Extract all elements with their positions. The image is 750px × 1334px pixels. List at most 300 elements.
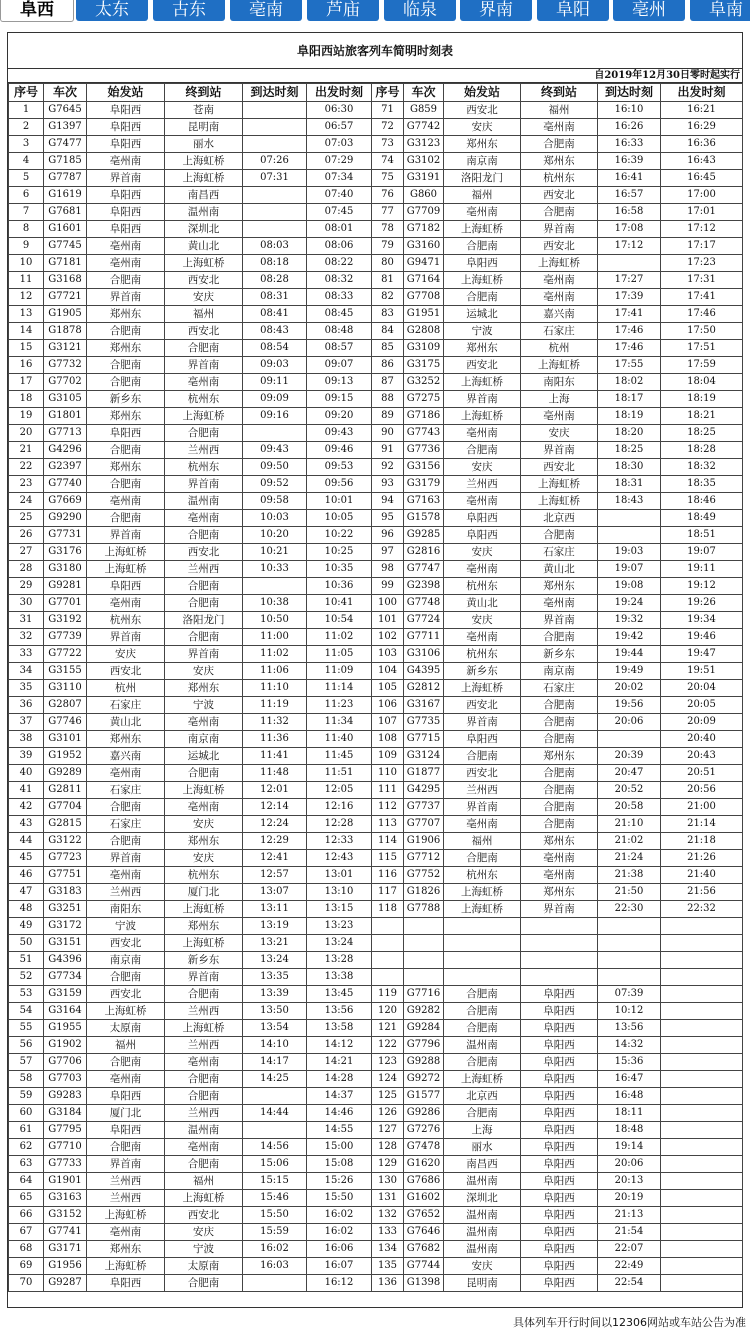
destination-cell: 界首南 — [521, 901, 598, 918]
arrival-time-cell: 12:57 — [243, 867, 307, 884]
station-tab[interactable]: 阜西 — [0, 0, 74, 22]
effective-date-bar — [8, 69, 742, 83]
destination-cell: 阜阳西 — [521, 986, 598, 1003]
origin-cell: 温州南 — [444, 1224, 521, 1241]
train-no-cell — [404, 918, 444, 935]
destination-cell: 合肥南 — [521, 527, 598, 544]
seq-cell: 64 — [9, 1173, 44, 1190]
destination-cell: 安庆 — [165, 816, 243, 833]
destination-cell: 上海虹桥 — [165, 1190, 243, 1207]
origin-cell: 阜阳西 — [87, 1122, 165, 1139]
destination-cell: 上海虹桥 — [165, 170, 243, 187]
table-row — [9, 527, 743, 544]
arrival-time-cell: 10:21 — [243, 544, 307, 561]
origin-cell: 上海虹桥 — [444, 1071, 521, 1088]
timetable — [8, 83, 743, 1292]
arrival-time-cell: 10:12 — [598, 1003, 661, 1020]
arrival-time-cell — [243, 119, 307, 136]
arrival-time-cell: 11:06 — [243, 663, 307, 680]
table-row — [9, 221, 743, 238]
destination-cell: 阜阳西 — [521, 1122, 598, 1139]
arrival-time-cell: 13:35 — [243, 969, 307, 986]
destination-cell: 亳州南 — [165, 374, 243, 391]
destination-cell: 阜阳西 — [521, 1224, 598, 1241]
seq-cell: 132 — [372, 1207, 404, 1224]
departure-time-cell: 19:51 — [661, 663, 743, 680]
destination-cell: 杭州东 — [165, 391, 243, 408]
table-row — [9, 714, 743, 731]
seq-cell — [372, 952, 404, 969]
table-row — [9, 136, 743, 153]
destination-cell: 上海虹桥 — [521, 255, 598, 272]
table-row — [9, 935, 743, 952]
station-tab[interactable]: 太东 — [76, 0, 148, 21]
departure-time-cell: 12:43 — [307, 850, 372, 867]
departure-time-cell: 21:18 — [661, 833, 743, 850]
station-tab[interactable]: 阜南 — [690, 0, 750, 21]
origin-cell: 兰州西 — [87, 884, 165, 901]
train-no-cell: G9282 — [404, 1003, 444, 1020]
origin-cell: 上海虹桥 — [87, 1258, 165, 1275]
arrival-time-cell: 14:32 — [598, 1037, 661, 1054]
origin-cell: 上海虹桥 — [444, 272, 521, 289]
origin-cell: 石家庄 — [87, 782, 165, 799]
train-no-cell: G3101 — [44, 731, 87, 748]
destination-cell: 郑州东 — [521, 748, 598, 765]
seq-cell: 68 — [9, 1241, 44, 1258]
arrival-time-cell: 09:52 — [243, 476, 307, 493]
origin-cell: 兰州西 — [444, 476, 521, 493]
table-row — [9, 119, 743, 136]
destination-cell: 郑州东 — [165, 918, 243, 935]
departure-time-cell — [661, 1156, 743, 1173]
origin-cell: 阜阳西 — [444, 255, 521, 272]
departure-time-cell: 16:45 — [661, 170, 743, 187]
origin-cell: 运城北 — [444, 306, 521, 323]
origin-cell: 亳州南 — [444, 493, 521, 510]
departure-time-cell: 16:29 — [661, 119, 743, 136]
arrival-time-cell: 16:33 — [598, 136, 661, 153]
origin-cell: 杭州 — [87, 680, 165, 697]
departure-time-cell: 21:14 — [661, 816, 743, 833]
train-no-cell: G7669 — [44, 493, 87, 510]
seq-cell: 11 — [9, 272, 44, 289]
arrival-time-cell: 16:02 — [243, 1241, 307, 1258]
departure-time-cell: 14:37 — [307, 1088, 372, 1105]
departure-time-cell: 06:30 — [307, 102, 372, 119]
seq-cell: 124 — [372, 1071, 404, 1088]
seq-cell: 107 — [372, 714, 404, 731]
table-row — [9, 595, 743, 612]
origin-cell: 界首南 — [87, 850, 165, 867]
destination-cell: 界首南 — [165, 476, 243, 493]
departure-time-cell: 16:06 — [307, 1241, 372, 1258]
table-row — [9, 374, 743, 391]
departure-time-cell: 08:45 — [307, 306, 372, 323]
station-tab[interactable]: 界南 — [460, 0, 532, 21]
arrival-time-cell: 21:13 — [598, 1207, 661, 1224]
departure-time-cell: 20:51 — [661, 765, 743, 782]
destination-cell: 界首南 — [165, 969, 243, 986]
departure-time-cell: 19:11 — [661, 561, 743, 578]
train-no-cell: G7704 — [44, 799, 87, 816]
arrival-time-cell: 16:57 — [598, 187, 661, 204]
train-no-cell: G1901 — [44, 1173, 87, 1190]
seq-cell: 133 — [372, 1224, 404, 1241]
train-no-cell: G3167 — [404, 697, 444, 714]
train-no-cell: G1398 — [404, 1275, 444, 1292]
origin-cell: 合肥南 — [87, 272, 165, 289]
seq-cell: 82 — [372, 289, 404, 306]
table-row — [9, 187, 743, 204]
seq-cell: 59 — [9, 1088, 44, 1105]
origin-cell: 南阳东 — [87, 901, 165, 918]
departure-time-cell: 19:46 — [661, 629, 743, 646]
departure-time-cell: 09:53 — [307, 459, 372, 476]
train-no-cell: G7711 — [404, 629, 444, 646]
departure-time-cell: 11:45 — [307, 748, 372, 765]
departure-time-cell: 11:34 — [307, 714, 372, 731]
seq-cell: 136 — [372, 1275, 404, 1292]
departure-time-cell — [661, 1003, 743, 1020]
train-no-cell: G7708 — [404, 289, 444, 306]
destination-cell: 合肥南 — [165, 1088, 243, 1105]
seq-cell: 72 — [372, 119, 404, 136]
origin-cell: 石家庄 — [87, 697, 165, 714]
arrival-time-cell: 16:48 — [598, 1088, 661, 1105]
train-no-cell: G9281 — [44, 578, 87, 595]
arrival-time-cell: 20:58 — [598, 799, 661, 816]
seq-cell: 98 — [372, 561, 404, 578]
train-no-cell: G2811 — [44, 782, 87, 799]
destination-cell: 亳州南 — [521, 867, 598, 884]
seq-cell: 79 — [372, 238, 404, 255]
seq-cell: 65 — [9, 1190, 44, 1207]
seq-cell: 13 — [9, 306, 44, 323]
origin-cell: 合肥南 — [87, 374, 165, 391]
arrival-time-cell: 17:46 — [598, 323, 661, 340]
arrival-time-cell: 18:25 — [598, 442, 661, 459]
arrival-time-cell — [598, 255, 661, 272]
table-row — [9, 986, 743, 1003]
destination-cell: 宁波 — [165, 1241, 243, 1258]
seq-cell: 70 — [9, 1275, 44, 1292]
train-no-cell: G7186 — [404, 408, 444, 425]
table-row — [9, 697, 743, 714]
seq-cell: 22 — [9, 459, 44, 476]
arrival-time-cell — [243, 204, 307, 221]
train-no-cell: G7712 — [404, 850, 444, 867]
seq-cell: 21 — [9, 442, 44, 459]
destination-cell: 安庆 — [165, 1224, 243, 1241]
origin-cell: 上海虹桥 — [444, 901, 521, 918]
departure-time-cell: 10:54 — [307, 612, 372, 629]
train-no-cell: G3184 — [44, 1105, 87, 1122]
departure-time-cell: 16:36 — [661, 136, 743, 153]
arrival-time-cell: 15:59 — [243, 1224, 307, 1241]
destination-cell: 石家庄 — [521, 544, 598, 561]
seq-cell: 41 — [9, 782, 44, 799]
seq-cell: 28 — [9, 561, 44, 578]
train-no-cell: G7741 — [44, 1224, 87, 1241]
destination-cell: 阜阳西 — [521, 1156, 598, 1173]
origin-cell: 郑州东 — [444, 136, 521, 153]
station-tab[interactable]: 阜阳 — [537, 0, 609, 21]
departure-time-cell: 11:40 — [307, 731, 372, 748]
arrival-time-cell: 13:19 — [243, 918, 307, 935]
departure-time-cell: 08:33 — [307, 289, 372, 306]
origin-cell: 上海虹桥 — [444, 221, 521, 238]
train-no-cell: G7185 — [44, 153, 87, 170]
destination-cell: 郑州东 — [165, 680, 243, 697]
departure-time-cell: 12:33 — [307, 833, 372, 850]
departure-time-cell: 11:05 — [307, 646, 372, 663]
origin-cell: 合肥南 — [444, 442, 521, 459]
seq-cell: 77 — [372, 204, 404, 221]
train-no-cell: G9287 — [44, 1275, 87, 1292]
origin-cell: 郑州东 — [87, 459, 165, 476]
table-row — [9, 459, 743, 476]
destination-cell: 上海 — [521, 391, 598, 408]
train-no-cell: G9289 — [44, 765, 87, 782]
arrival-time-cell — [598, 935, 661, 952]
origin-cell: 上海虹桥 — [444, 374, 521, 391]
departure-time-cell: 18:51 — [661, 527, 743, 544]
arrival-time-cell: 10:03 — [243, 510, 307, 527]
train-no-cell: G3159 — [44, 986, 87, 1003]
arrival-time-cell: 09:11 — [243, 374, 307, 391]
table-row — [9, 799, 743, 816]
arrival-time-cell: 12:41 — [243, 850, 307, 867]
departure-time-cell: 06:57 — [307, 119, 372, 136]
table-header-row — [9, 84, 743, 102]
destination-cell: 阜阳西 — [521, 1071, 598, 1088]
seq-cell: 99 — [372, 578, 404, 595]
seq-cell: 129 — [372, 1156, 404, 1173]
arrival-time-cell: 08:03 — [243, 238, 307, 255]
arrival-time-cell: 13:21 — [243, 935, 307, 952]
origin-cell: 阜阳西 — [444, 527, 521, 544]
destination-cell: 新乡东 — [165, 952, 243, 969]
destination-cell: 阜阳西 — [521, 1020, 598, 1037]
train-no-cell: G3155 — [44, 663, 87, 680]
table-row — [9, 1207, 743, 1224]
departure-time-cell: 10:25 — [307, 544, 372, 561]
origin-cell: 合肥南 — [444, 748, 521, 765]
origin-cell: 亳州南 — [444, 629, 521, 646]
departure-time-cell — [661, 952, 743, 969]
origin-cell: 亳州南 — [87, 765, 165, 782]
train-no-cell: G7787 — [44, 170, 87, 187]
origin-cell: 合肥南 — [87, 799, 165, 816]
column-header: 序号 — [9, 84, 44, 102]
station-tab[interactable]: 芦庙 — [307, 0, 379, 21]
departure-time-cell: 17:17 — [661, 238, 743, 255]
destination-cell: 阜阳西 — [521, 1207, 598, 1224]
arrival-time-cell: 15:46 — [243, 1190, 307, 1207]
table-row — [9, 340, 743, 357]
arrival-time-cell — [598, 918, 661, 935]
seq-cell: 46 — [9, 867, 44, 884]
destination-cell: 合肥南 — [165, 340, 243, 357]
seq-cell: 48 — [9, 901, 44, 918]
arrival-time-cell: 19:08 — [598, 578, 661, 595]
train-no-cell: G7739 — [44, 629, 87, 646]
departure-time-cell: 20:43 — [661, 748, 743, 765]
origin-cell: 亳州南 — [444, 561, 521, 578]
table-row — [9, 357, 743, 374]
destination-cell: 界首南 — [521, 442, 598, 459]
train-no-cell: G3176 — [44, 544, 87, 561]
footer-note: 具体列车开行时间以12306网站或车站公告为准 — [513, 1316, 746, 1329]
destination-cell: 温州南 — [165, 1122, 243, 1139]
destination-cell: 合肥南 — [521, 765, 598, 782]
seq-cell: 44 — [9, 833, 44, 850]
destination-cell: 福州 — [165, 306, 243, 323]
origin-cell: 郑州东 — [87, 1241, 165, 1258]
train-no-cell: G2815 — [44, 816, 87, 833]
table-row — [9, 850, 743, 867]
table-row — [9, 918, 743, 935]
origin-cell: 上海虹桥 — [444, 680, 521, 697]
destination-cell: 兰州西 — [165, 442, 243, 459]
origin-cell: 西安北 — [87, 935, 165, 952]
destination-cell: 福州 — [521, 102, 598, 119]
origin-cell: 温州南 — [444, 1241, 521, 1258]
train-no-cell — [404, 952, 444, 969]
train-no-cell: G9285 — [404, 527, 444, 544]
origin-cell: 西安北 — [444, 697, 521, 714]
origin-cell: 合肥南 — [87, 357, 165, 374]
table-row — [9, 102, 743, 119]
departure-time-cell: 07:03 — [307, 136, 372, 153]
seq-cell: 58 — [9, 1071, 44, 1088]
departure-time-cell — [661, 1139, 743, 1156]
seq-cell: 120 — [372, 1003, 404, 1020]
departure-time-cell — [661, 1088, 743, 1105]
train-no-cell: G9284 — [404, 1020, 444, 1037]
arrival-time-cell: 20:06 — [598, 714, 661, 731]
departure-time-cell — [661, 1224, 743, 1241]
seq-cell: 80 — [372, 255, 404, 272]
departure-time-cell: 08:48 — [307, 323, 372, 340]
seq-cell: 122 — [372, 1037, 404, 1054]
train-no-cell: G4296 — [44, 442, 87, 459]
arrival-time-cell: 22:30 — [598, 901, 661, 918]
departure-time-cell — [661, 1173, 743, 1190]
train-no-cell: G3152 — [44, 1207, 87, 1224]
origin-cell: 黄山北 — [87, 714, 165, 731]
station-tab[interactable]: 亳南 — [230, 0, 302, 21]
arrival-time-cell: 20:39 — [598, 748, 661, 765]
departure-time-cell: 08:22 — [307, 255, 372, 272]
destination-cell: 阜阳西 — [521, 1275, 598, 1292]
destination-cell: 杭州东 — [521, 170, 598, 187]
arrival-time-cell: 14:10 — [243, 1037, 307, 1054]
station-tab[interactable]: 古东 — [153, 0, 225, 21]
destination-cell: 上海虹桥 — [165, 408, 243, 425]
table-row — [9, 663, 743, 680]
departure-time-cell: 17:51 — [661, 340, 743, 357]
departure-time-cell: 14:12 — [307, 1037, 372, 1054]
train-no-cell: G7181 — [44, 255, 87, 272]
table-row — [9, 1190, 743, 1207]
arrival-time-cell — [598, 510, 661, 527]
table-row — [9, 476, 743, 493]
departure-time-cell: 21:00 — [661, 799, 743, 816]
origin-cell: 合肥南 — [444, 1105, 521, 1122]
seq-cell: 83 — [372, 306, 404, 323]
column-header: 车次 — [44, 84, 87, 102]
table-row — [9, 153, 743, 170]
train-no-cell: G7163 — [404, 493, 444, 510]
origin-cell: 杭州东 — [444, 646, 521, 663]
origin-cell: 厦门北 — [87, 1105, 165, 1122]
train-no-cell: G9286 — [404, 1105, 444, 1122]
arrival-time-cell: 10:50 — [243, 612, 307, 629]
departure-time-cell — [661, 1190, 743, 1207]
seq-cell: 43 — [9, 816, 44, 833]
destination-cell: 阜阳西 — [521, 1054, 598, 1071]
departure-time-cell: 10:01 — [307, 493, 372, 510]
seq-cell: 67 — [9, 1224, 44, 1241]
train-no-cell: G7652 — [404, 1207, 444, 1224]
train-no-cell: G7748 — [404, 595, 444, 612]
destination-cell: 南京南 — [165, 731, 243, 748]
seq-cell: 27 — [9, 544, 44, 561]
station-tab[interactable]: 亳州 — [613, 0, 685, 21]
destination-cell: 合肥南 — [521, 697, 598, 714]
station-tab-bar — [0, 0, 750, 22]
arrival-time-cell: 09:03 — [243, 357, 307, 374]
arrival-time-cell: 08:18 — [243, 255, 307, 272]
destination-cell: 温州南 — [165, 493, 243, 510]
origin-cell: 合肥南 — [87, 323, 165, 340]
origin-cell: 上海虹桥 — [444, 884, 521, 901]
destination-cell: 界首南 — [165, 646, 243, 663]
arrival-time-cell: 11:10 — [243, 680, 307, 697]
table-row — [9, 612, 743, 629]
departure-time-cell: 15:26 — [307, 1173, 372, 1190]
departure-time-cell: 09:56 — [307, 476, 372, 493]
origin-cell: 界首南 — [444, 799, 521, 816]
departure-time-cell: 10:36 — [307, 578, 372, 595]
departure-time-cell: 20:04 — [661, 680, 743, 697]
arrival-time-cell: 12:29 — [243, 833, 307, 850]
destination-cell: 合肥南 — [165, 578, 243, 595]
destination-cell: 界首南 — [521, 221, 598, 238]
arrival-time-cell: 18:20 — [598, 425, 661, 442]
destination-cell: 亳州南 — [165, 714, 243, 731]
destination-cell: 北京西 — [521, 510, 598, 527]
train-no-cell: G7709 — [404, 204, 444, 221]
destination-cell: 亳州南 — [521, 595, 598, 612]
table-row — [9, 442, 743, 459]
arrival-time-cell: 21:38 — [598, 867, 661, 884]
origin-cell — [444, 952, 521, 969]
arrival-time-cell: 18:11 — [598, 1105, 661, 1122]
arrival-time-cell: 17:08 — [598, 221, 661, 238]
destination-cell: 西安北 — [165, 323, 243, 340]
origin-cell: 昆明南 — [444, 1275, 521, 1292]
destination-cell: 亳州南 — [521, 289, 598, 306]
destination-cell: 昆明南 — [165, 119, 243, 136]
station-tab[interactable]: 临泉 — [384, 0, 456, 21]
seq-cell — [372, 969, 404, 986]
train-no-cell: G7715 — [404, 731, 444, 748]
seq-cell: 135 — [372, 1258, 404, 1275]
seq-cell: 23 — [9, 476, 44, 493]
